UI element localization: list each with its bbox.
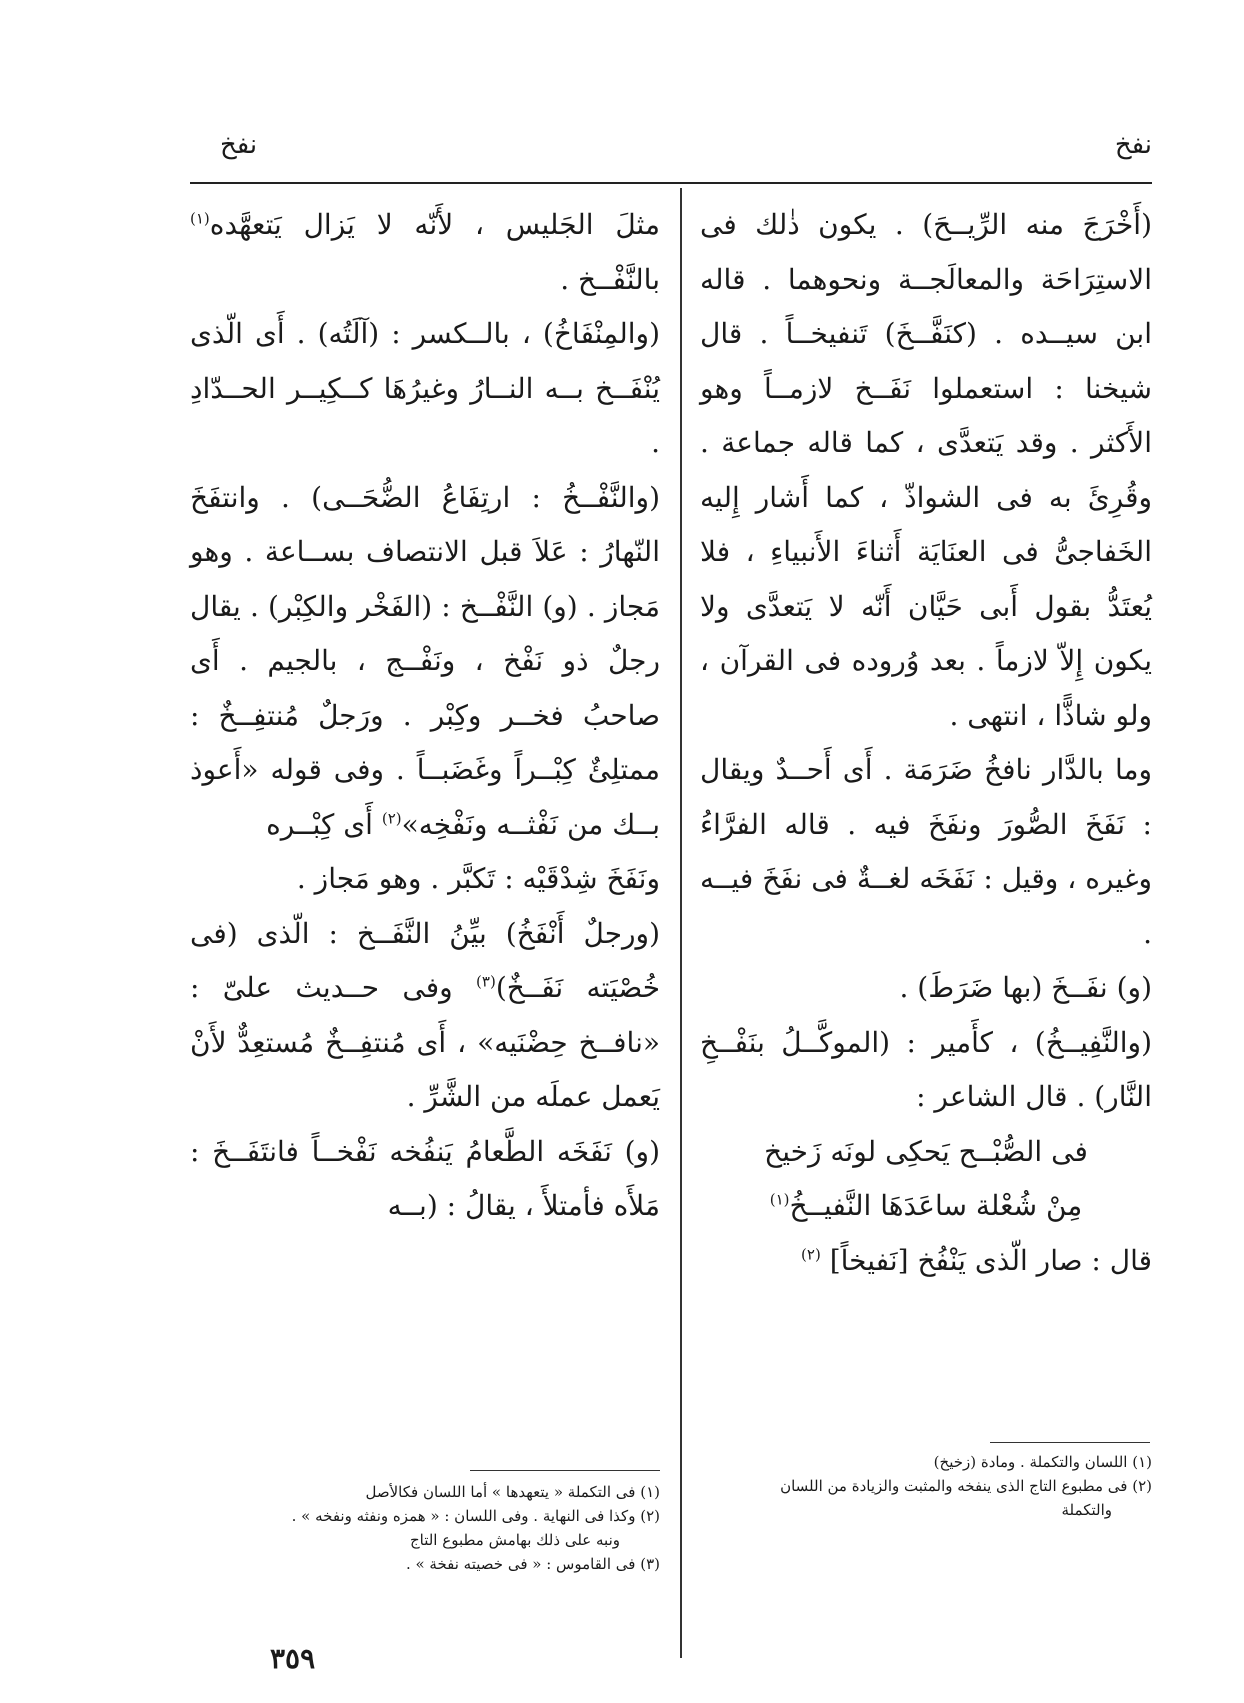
left-paragraph-6: (و) نَفَخَه الطَّعامُ يَنفُخه نَفْخــاً فانتَفَــخَ : مَلأَه فأمتلأَ ، يقالُ : (بــه — [190, 1134, 660, 1222]
right-column — [700, 198, 1152, 1288]
right-paragraph-1: (أَخْرَجَ منه الرِّيــحَ) . يكون ذٰلك فى الاستِرَاحَة والمعالَجــة ونحوهما . قاله ابن سيــده . (كنَفَّــخَ) تَنفيخــاً . قال شيخنا : استعملوا نَفَــخ لازمــاً وهو الأَكثر . وقد يَتعدَّى ، كما قاله جماعة . وقُرِئَ به فى الشواذّ ، كما أَشار إِليه الخَفاجىُّ فى العنَايَة أَثناءَ الأَنبياءِ ، فلا يُعتَدُّ بقول أَبى حَيَّان أَنّه لا يَتعدَّى ولا يكون إِلاّ لازماً . بعد وُروده فى القرآن ، ولو شاذًّا ، انتهى . — [700, 208, 1152, 732]
right-closing-line — [700, 1234, 1152, 1289]
right-paragraph-4: (والنَّفِيــخُ) ، كأَمير : (الموكَّــلُ بنَفْــخِ النَّار) . قال الشاعر : — [700, 1025, 1152, 1113]
left-p1-end: بالنَّفْــخ . — [560, 262, 660, 296]
left-paragraph-4: ونَفَخَ شِدْقَيْه : تَكبَّر . وهو مَجاز . — [296, 862, 660, 895]
footnote-mark: (٢) — [381, 809, 402, 828]
right-paragraph-3: (و) نفَــخَ (بها ضَرَطَ) . — [899, 971, 1152, 1004]
left-column — [190, 198, 660, 1234]
left-paragraph-5 — [190, 907, 660, 1125]
left-paragraph-3 — [190, 471, 660, 853]
footnote-mark: (١) — [190, 209, 210, 228]
footnote-rule-right — [990, 1442, 1150, 1443]
footnote-mark: (٢) — [801, 1245, 821, 1264]
footnote-mark: (١) — [769, 1190, 790, 1209]
footnote-left-3: (٣) فى القاموس : « فى خصيته نفخة » . — [405, 1555, 660, 1573]
footnotes-left — [190, 1480, 660, 1576]
footnotes-right — [700, 1450, 1152, 1522]
footnote-right-1: (١) اللسان والتكملة . ومادة (زخيخ) — [933, 1453, 1152, 1471]
left-p3-text-a: (والنَّفْــخُ : ارتِفَاعُ الضُّحَــى) . وانتفَخَ النّهارُ : عَلاَ قبل الانتصاف بســاعة . وهو مَجاز . (و) النَّفْــخ : (الفَخْر والكِبْر) . يقال رجلٌ ذو نَفْخ ، ونَفْــج ، بالجيم . أَى صاحبُ فخــر وكِبْر . ورَجلٌ مُنتفِــخٌ : ممتلِئٌ كِبْــراً وغَضَبــاً . وفى قوله «أَعوذ بــك من نَفْثــه ونَفْخِه» — [190, 480, 660, 841]
footnote-left-2-cont: ونبه على ذلك بهامش مطبوع التاج — [409, 1531, 620, 1549]
page-number: ٣٥٩ — [270, 1642, 316, 1675]
left-paragraph-2: (والمِنْفَاخُ) ، بالــكسر : (آلَتُه) . أَى الّذى يُنْفَــخ بــه النــارُ وغيرُهَا كــكِيــر الحــدّادِ . — [190, 317, 660, 459]
right-paragraph-2: وما بالدَّار نافخُ ضَرَمَة . أَى أَحــدٌ ويقال : نَفَخَ الصُّورَ ونفَخَ فيه . قاله الفرَّاءُ وغيره ، وقيل : نَفَخَه لغــةٌ فى نفَخَ فيــه . — [700, 753, 1152, 950]
header-rule — [190, 182, 1152, 184]
header-word-left: نفخ — [220, 130, 258, 160]
left-p5-text-b: وفى حــديث علىّ : «نافــخ حِضْنَيه» ، أَى مُنتفِــخٌ مُستعِدٌّ لأَنْ يَعمل عملَه من الشَّرِّ . — [190, 971, 660, 1113]
footnote-left-1: (١) فى التكملة « يتعهدها » أما اللسان فكالأصل — [365, 1483, 660, 1501]
left-p5-text-a: (ورجلٌ أَنْفَخُ) بيِّنُ النَّفَــخ : الّذى (فى خُصْيَته نَفَــخٌ) — [190, 916, 661, 1004]
column-divider — [680, 188, 682, 1658]
header-word-right: نفخ — [1114, 130, 1152, 160]
page-header — [190, 130, 1152, 190]
right-closing-text: قال : صار الّذى يَنْفُخ [نَفيخاً] — [829, 1243, 1152, 1277]
footnote-mark: (٣) — [476, 972, 496, 991]
footnote-rule-left — [470, 1470, 660, 1471]
verse-line-2 — [700, 1179, 1152, 1234]
left-p1-text: مثلَ الجَليس ، لأَنّه لا يَزال يَتعهَّده — [209, 208, 660, 241]
verse-line-2-text: مِنْ شُعْلة ساعَدَهَا النَّفيــخُ — [789, 1189, 1083, 1222]
footnote-right-2: (٢) فى مطبوع التاج الذى ينفخه والمثبت والزيادة من اللسان — [780, 1477, 1152, 1495]
footnote-right-2-cont: والتكملة — [1061, 1501, 1112, 1519]
left-p3-text-b: أَى كِبْــره — [266, 807, 373, 841]
verse-line-1: فى الصُّبْــح يَحكِى لونَه زَخيخ — [764, 1134, 1088, 1168]
left-paragraph-1 — [190, 198, 660, 307]
footnote-left-2: (٢) وكذا فى النهاية . وفى اللسان : « همزه ونفثه ونفخه » . — [291, 1507, 660, 1525]
